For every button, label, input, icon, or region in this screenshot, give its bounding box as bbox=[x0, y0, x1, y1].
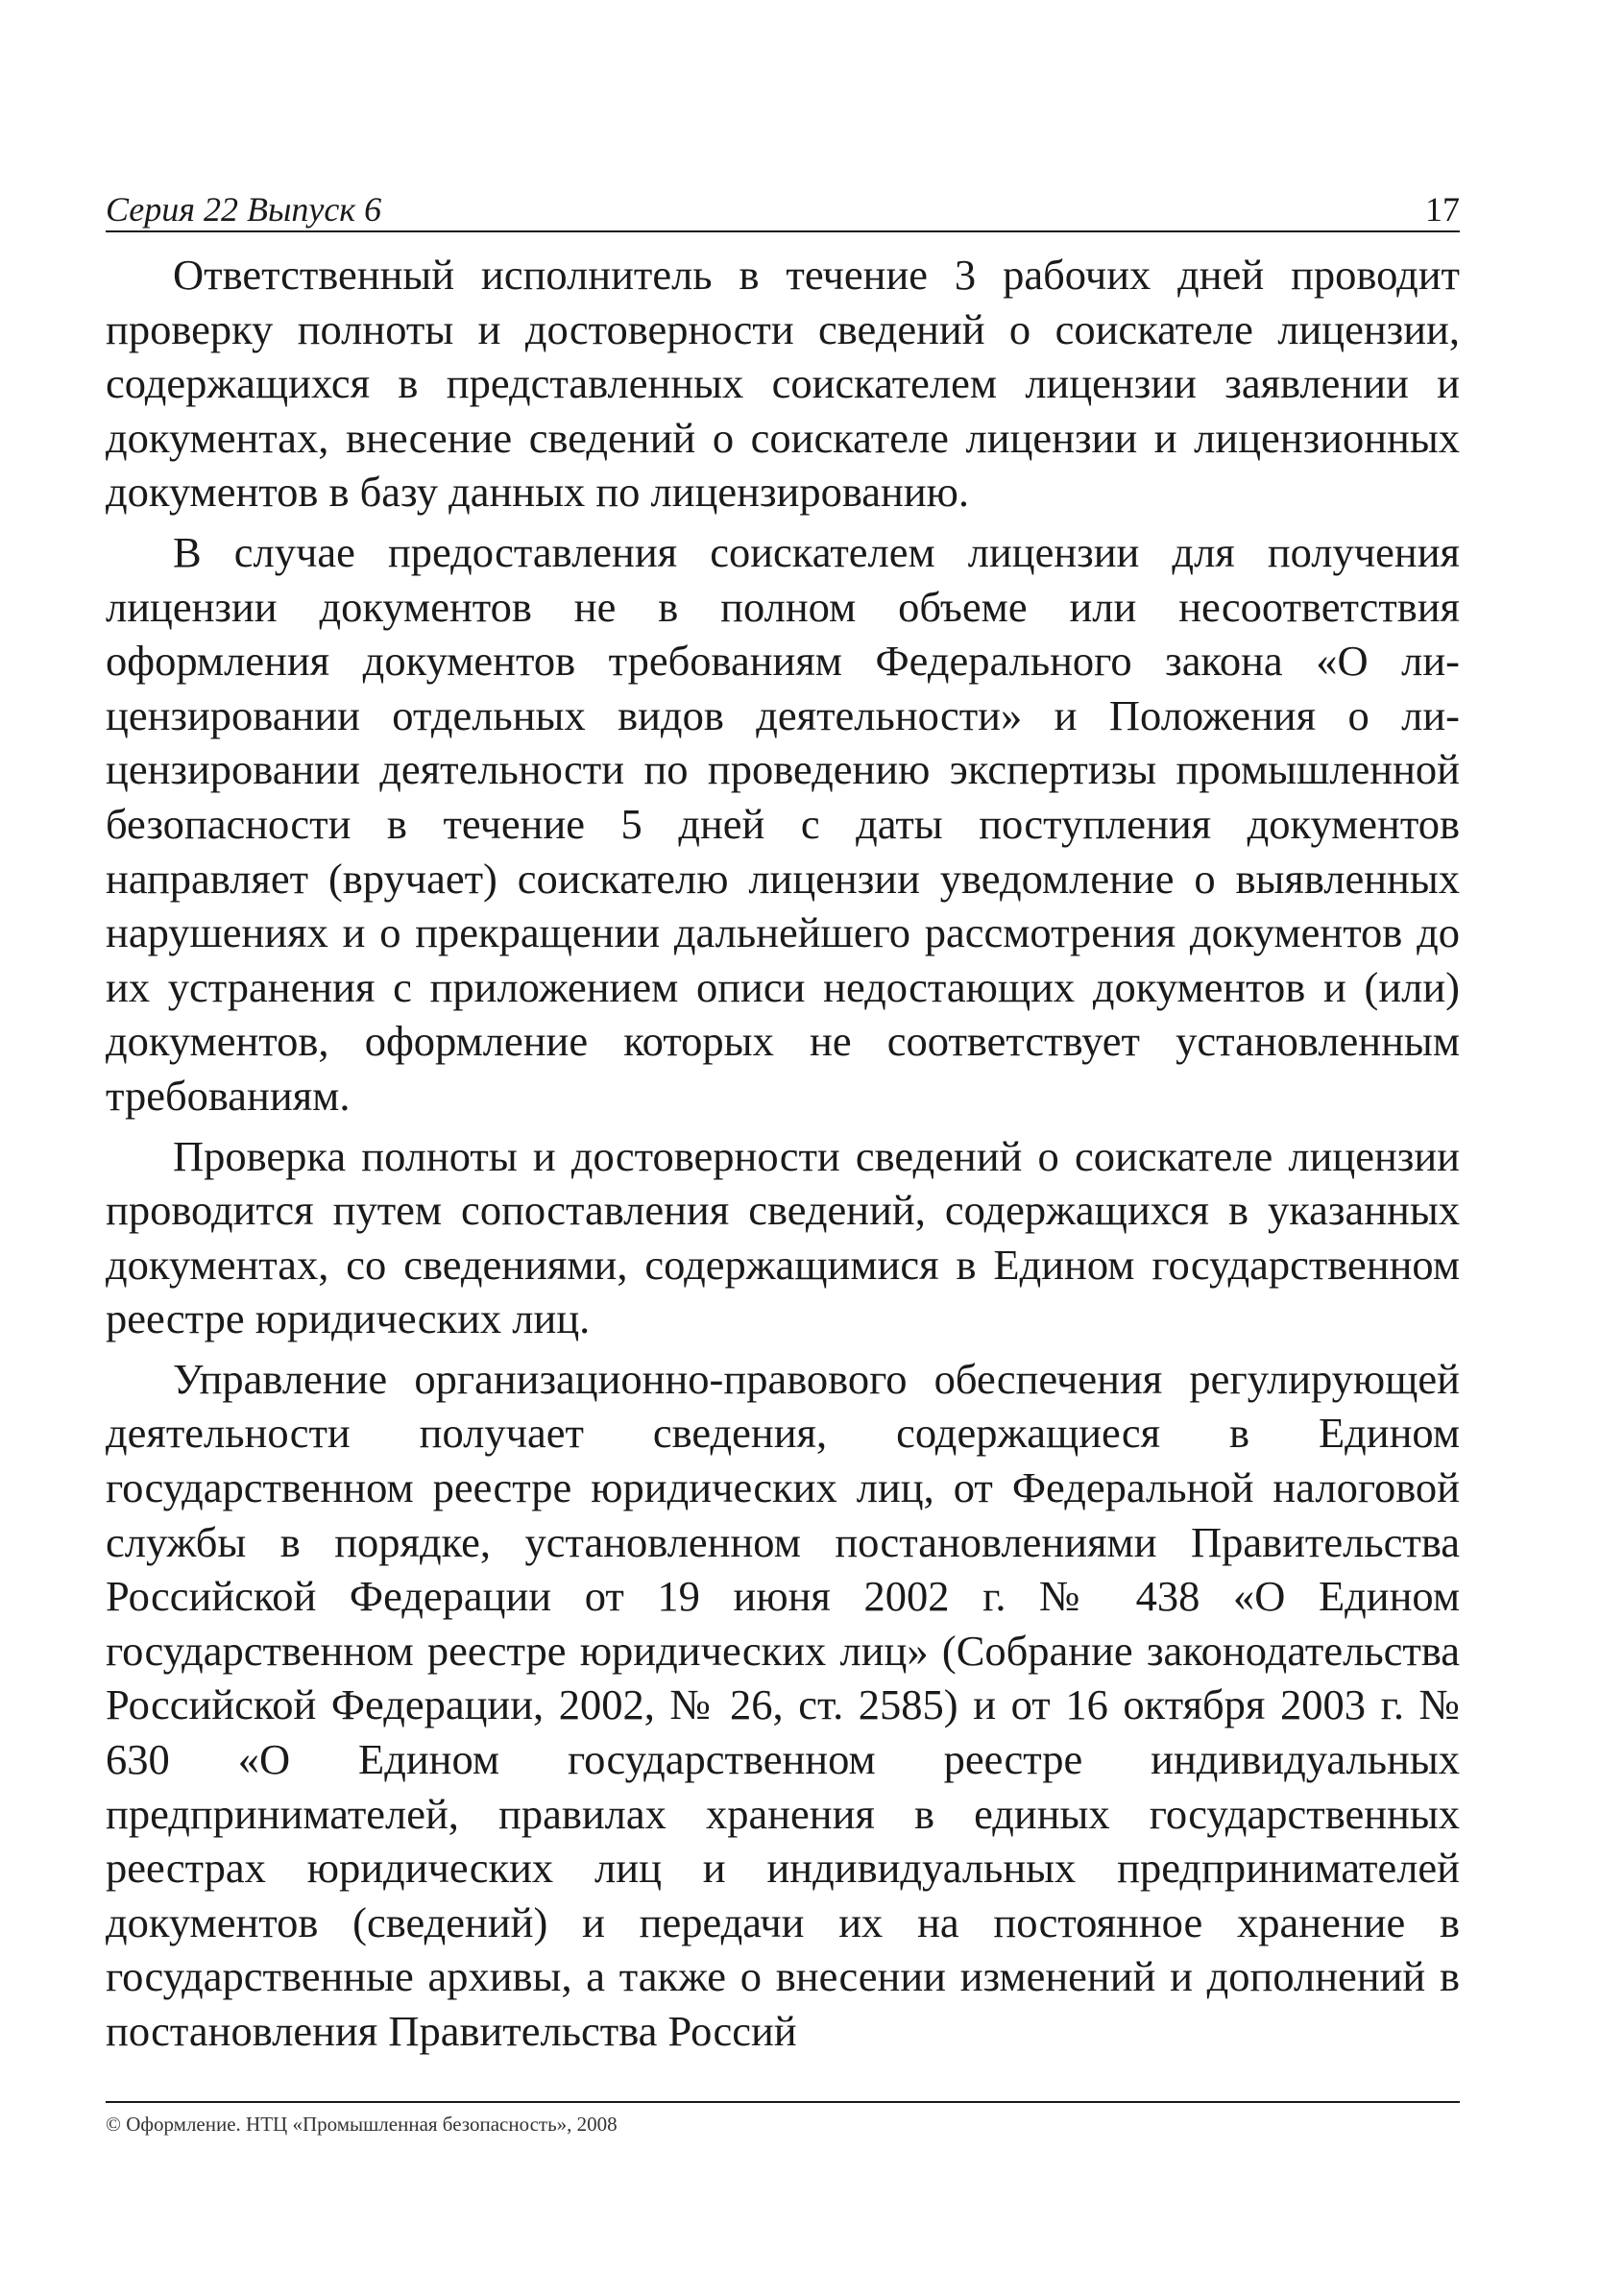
paragraph-registry-data: Управление организационно-правового обеспечения регулирующей деятельности получает сведения, содержащиеся в Едином государственном реестре юридических лиц, от Федеральной налоговой службы в порядке, установленном постановлениями Правительства Российской Федерации от 19 июня 2002 г. № 438 «О Едином государственном реестре юридических лиц» (Собрание законодательства Российской Федерации, 2002, № 26, ст. 2585) и от 16 октября 2003 г. № 630 «О Едином государственном реестре индивидуальных предпринимателей, правилах хранения в единых государственных реестрах юридических лиц и индивидуальных предпринимателей документов (сведений) и передачи их на постоянное хранение в государственные архивы, а также о внесении изменений и дополнений в постановления Правительства Россий bbox=[106, 1354, 1460, 2055]
document-page bbox=[106, 163, 1460, 2180]
paragraph-incomplete-documents: В случае предоставления соискателем лицензии для получения лицензии документов не в полном объеме или несоответствия оформления документов требованиям Федерального закона «О лицензировании отдельных видов деятельности» и Положения о лицензировании деятельности по проведению экспертизы промышленной безопасности в течение 5 дней с даты поступления документов направляет (вручает) соискателю лицензии уведомление о выявленных нарушениях и о прекращении дальнейшего рассмотрения документов до их устранения с приложением описи недостающих документов и (или) документов, оформление которых не соответствует установленным требованиям. bbox=[106, 527, 1460, 1120]
body-text bbox=[106, 248, 1460, 2059]
footer-copyright: © Оформление. НТЦ «Промышленная безопасность», 2008 bbox=[106, 2101, 1460, 2137]
paragraph-responsible-executor: Ответственный исполнитель в течение 3 рабочих дней проводит проверку полноты и достоверности сведений о соискателе лицензии, содержащихся в представленных соискателем лицензии заявлении и документах, внесение сведений о соискателе лицензии и лицензионных документов в базу данных по лицензированию. bbox=[106, 251, 1460, 517]
page-number: 17 bbox=[1425, 190, 1460, 229]
paragraph-verification: Проверка полноты и достоверности сведений о соискателе лицензии проводится путем сопоставления сведений, содержащихся в указанных документах, со сведениями, содержащимися в Едином государственном реестре юридических лиц. bbox=[106, 1131, 1460, 1343]
running-head bbox=[106, 173, 1460, 232]
series-title: Серия 22 Выпуск 6 bbox=[106, 190, 382, 229]
